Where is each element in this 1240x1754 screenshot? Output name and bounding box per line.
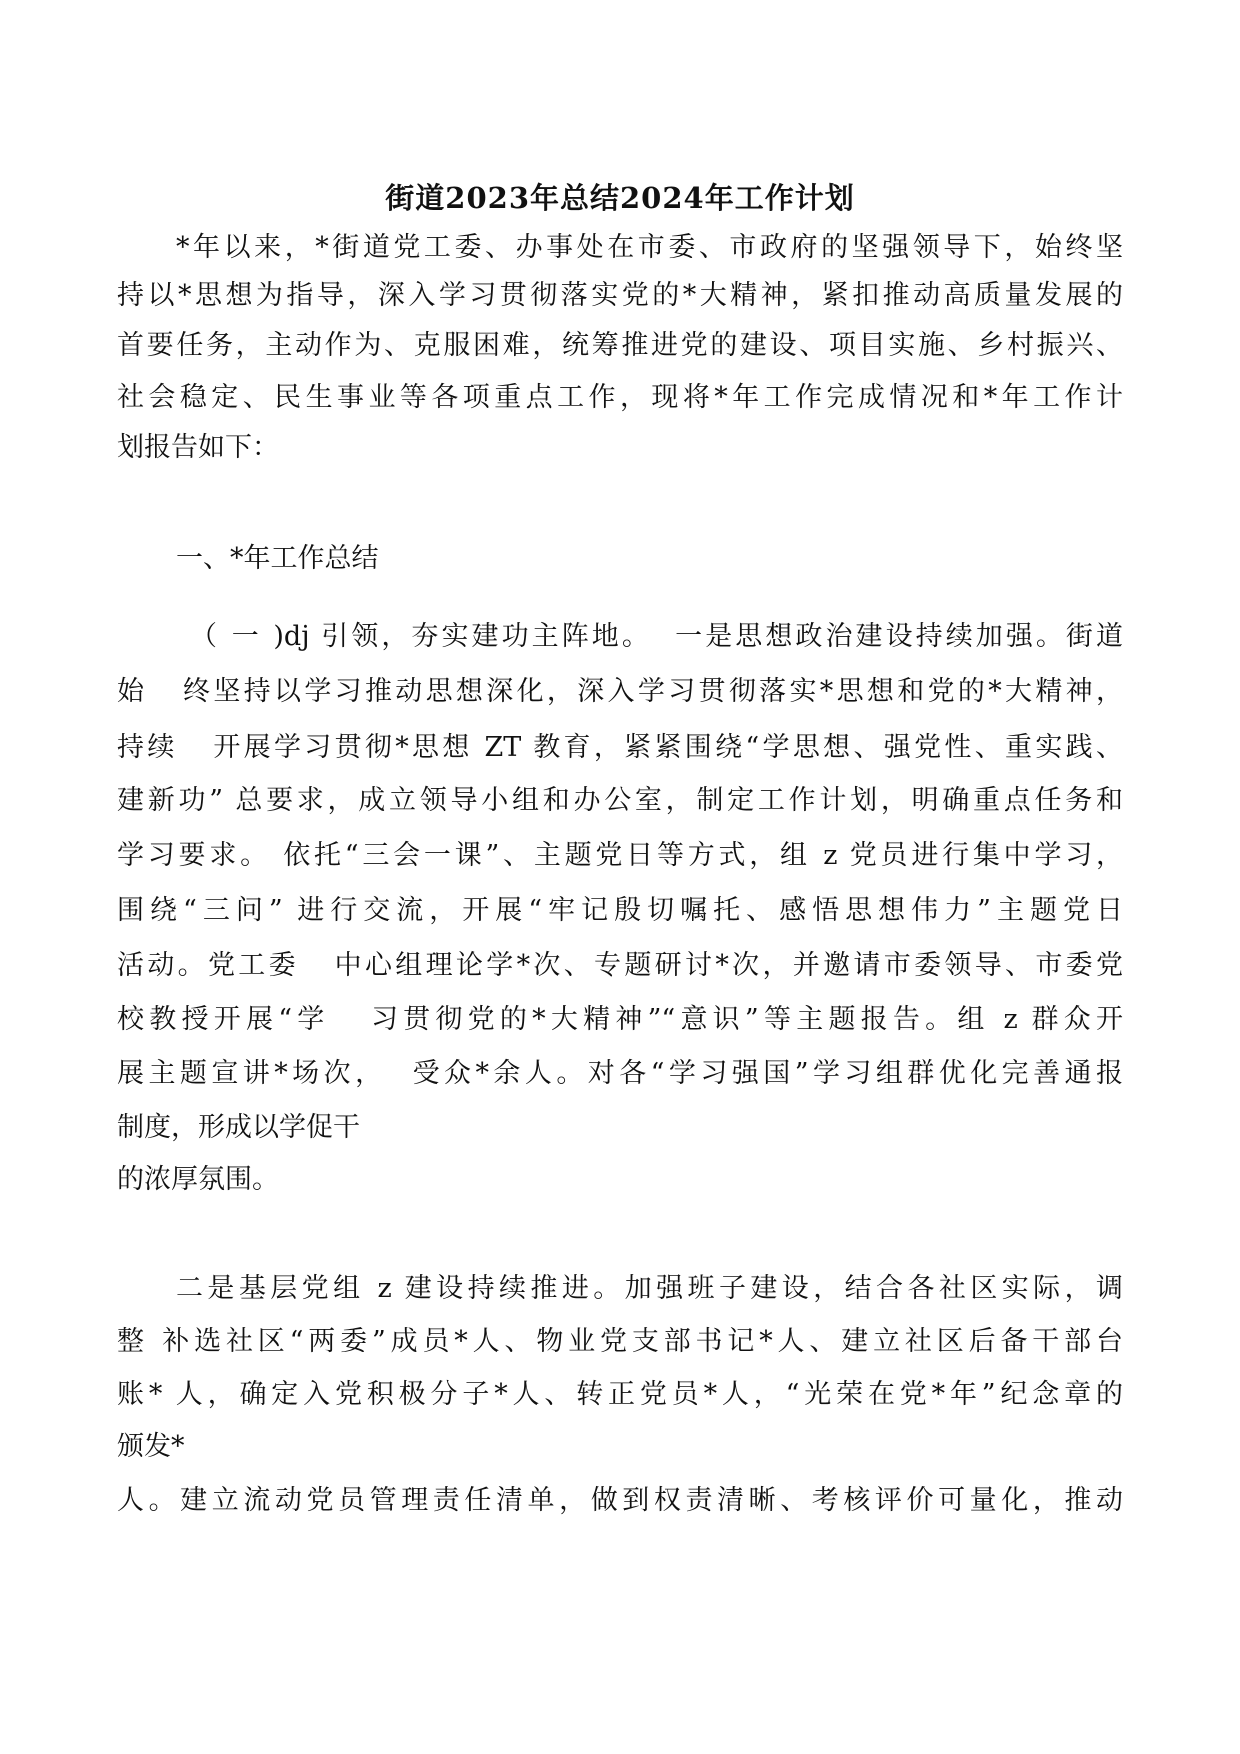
- para1-line-9: 展主题宣讲*场次， 受众*余人。对各“学习强国”学习组群优化完善通报: [117, 1058, 1123, 1089]
- para1-line-5: 学习要求。 依托“三会一课”、主题党日等方式，组 z 党员进行集中学习，: [117, 840, 1123, 871]
- para2-line-4: 颁发*: [117, 1431, 185, 1462]
- para1-line-10: 制度，形成以学促干: [117, 1112, 360, 1143]
- para2-line-1: 二是基层党组 z 建设持续推进。加强班子建设，结合各社区实际，调: [176, 1273, 1123, 1304]
- para1-line-11: 的浓厚氛围。: [117, 1164, 279, 1195]
- intro-line-5: 划报告如下：: [117, 432, 279, 463]
- para1-line-8: 校教授开展“学 习贯彻党的*大精神”“意识”等主题报告。组 z 群众开: [117, 1004, 1123, 1035]
- document-title: 街道2023年总结2024年工作计划: [385, 181, 855, 215]
- para1-line-2: 始 终坚持以学习推动思想深化，深入学习贯彻落实*思想和党的*大精神，: [117, 676, 1123, 707]
- intro-line-3: 首要任务，主动作为、克服困难，统筹推进党的建设、项目实施、乡村振兴、: [117, 330, 1123, 361]
- para2-line-2: 整 补选社区“两委”成员*人、物业党支部书记*人、建立社区后备干部台: [117, 1326, 1123, 1357]
- intro-line-2: 持以*思想为指导，深入学习贯彻落实党的*大精神，紧扣推动高质量发展的: [117, 280, 1123, 311]
- section-heading: 一、*年工作总结: [176, 543, 379, 574]
- para1-line-3: 持续 开展学习贯彻*思想 ZT 教育，紧紧围绕“学思想、强党性、重实践、: [117, 732, 1123, 763]
- intro-line-1: *年以来，*街道党工委、办事处在市委、市政府的坚强领导下，始终坚: [176, 232, 1123, 263]
- para1-line-4: 建新功” 总要求，成立领导小组和办公室，制定工作计划，明确重点任务和: [117, 785, 1123, 816]
- para1-line-7: 活动。党工委 中心组理论学*次、专题研讨*次，并邀请市委领导、市委党: [117, 950, 1123, 981]
- para2-line-3: 账* 人，确定入党积极分子*人、转正党员*人，“光荣在党*年”纪念章的: [117, 1379, 1123, 1410]
- intro-line-4: 社会稳定、民生事业等各项重点工作，现将*年工作完成情况和*年工作计: [117, 382, 1123, 413]
- para1-line-6: 围绕“三问” 进行交流，开展“牢记殷切嘱托、感悟思想伟力”主题党日: [117, 895, 1123, 926]
- para1-line-1: （ 一 )dj 引领，夯实建功主阵地。 一是思想政治建设持续加强。街道: [190, 621, 1123, 652]
- para2-line-5: 人。建立流动党员管理责任清单，做到权责清晰、考核评价可量化，推动: [117, 1485, 1123, 1516]
